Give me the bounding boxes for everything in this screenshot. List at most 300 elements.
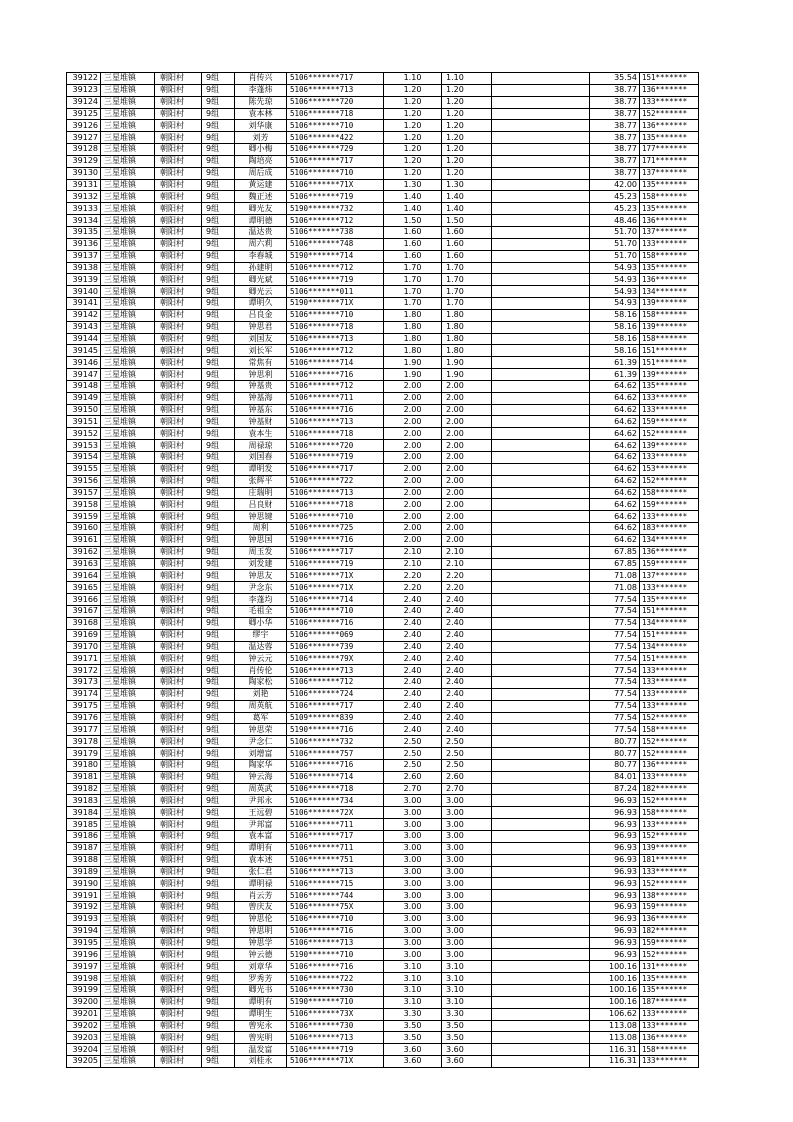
- cell-blank: [492, 854, 590, 866]
- cell-group: 9组: [202, 108, 235, 120]
- cell-serial-no: 39139: [67, 274, 101, 286]
- cell-area-2: 2.40: [442, 677, 492, 689]
- cell-amount: 54.93: [590, 262, 640, 274]
- cell-id-number: 5106*******713: [287, 84, 384, 96]
- cell-id-number: 5106*******713: [287, 866, 384, 878]
- cell-town: 三星堆镇: [101, 688, 155, 700]
- cell-name: 温达贵: [235, 226, 287, 238]
- cell-name: 缪宇: [235, 629, 287, 641]
- cell-phone: 158*******: [640, 807, 699, 819]
- cell-amount: 51.70: [590, 238, 640, 250]
- cell-serial-no: 39183: [67, 795, 101, 807]
- cell-area-1: 2.70: [384, 783, 442, 795]
- cell-serial-no: 39126: [67, 120, 101, 132]
- cell-town: 三星堆镇: [101, 878, 155, 890]
- cell-phone: 181*******: [640, 854, 699, 866]
- cell-area-1: 2.40: [384, 594, 442, 606]
- cell-blank: [492, 392, 590, 404]
- cell-area-1: 3.30: [384, 1008, 442, 1020]
- cell-id-number: 5106*******71X: [287, 582, 384, 594]
- cell-serial-no: 39204: [67, 1044, 101, 1056]
- cell-area-1: 2.50: [384, 736, 442, 748]
- cell-area-2: 2.00: [442, 534, 492, 546]
- table-row: [67, 262, 699, 274]
- cell-area-2: 2.40: [442, 605, 492, 617]
- cell-serial-no: 39203: [67, 1032, 101, 1044]
- cell-id-number: 5106*******738: [287, 226, 384, 238]
- cell-id-number: 5106*******711: [287, 392, 384, 404]
- cell-name: 袁本生: [235, 428, 287, 440]
- cell-name: 周禄琼: [235, 440, 287, 452]
- cell-blank: [492, 215, 590, 227]
- table-row: [67, 617, 699, 629]
- cell-group: 9组: [202, 96, 235, 108]
- cell-name: 钟思友: [235, 570, 287, 582]
- cell-group: 9组: [202, 262, 235, 274]
- cell-village: 朝阳村: [155, 546, 202, 558]
- cell-town: 三星堆镇: [101, 380, 155, 392]
- cell-serial-no: 39165: [67, 582, 101, 594]
- cell-area-1: 1.20: [384, 132, 442, 144]
- cell-serial-no: 39187: [67, 842, 101, 854]
- cell-id-number: 5106*******712: [287, 215, 384, 227]
- cell-area-2: 3.50: [442, 1020, 492, 1032]
- cell-area-1: 1.60: [384, 250, 442, 262]
- cell-area-2: 1.20: [442, 108, 492, 120]
- cell-amount: 64.62: [590, 392, 640, 404]
- cell-group: 9组: [202, 759, 235, 771]
- cell-serial-no: 39190: [67, 878, 101, 890]
- cell-serial-no: 39176: [67, 712, 101, 724]
- cell-group: 9组: [202, 73, 235, 85]
- cell-amount: 96.93: [590, 878, 640, 890]
- cell-amount: 116.31: [590, 1044, 640, 1056]
- cell-group: 9组: [202, 1044, 235, 1056]
- cell-id-number: 5106*******717: [287, 463, 384, 475]
- cell-blank: [492, 1044, 590, 1056]
- cell-blank: [492, 1008, 590, 1020]
- cell-village: 朝阳村: [155, 416, 202, 428]
- cell-amount: 64.62: [590, 440, 640, 452]
- cell-amount: 87.24: [590, 783, 640, 795]
- cell-area-2: 3.00: [442, 890, 492, 902]
- cell-amount: 64.62: [590, 511, 640, 523]
- cell-group: 9组: [202, 665, 235, 677]
- cell-blank: [492, 736, 590, 748]
- cell-amount: 71.08: [590, 570, 640, 582]
- cell-amount: 96.93: [590, 807, 640, 819]
- cell-id-number: 5106*******722: [287, 475, 384, 487]
- cell-serial-no: 39154: [67, 452, 101, 464]
- cell-village: 朝阳村: [155, 724, 202, 736]
- cell-area-1: 2.40: [384, 641, 442, 653]
- cell-id-number: 5106*******720: [287, 96, 384, 108]
- cell-area-1: 3.00: [384, 937, 442, 949]
- cell-phone: 133*******: [640, 1008, 699, 1020]
- cell-town: 三星堆镇: [101, 416, 155, 428]
- cell-serial-no: 39160: [67, 523, 101, 535]
- cell-area-2: 3.10: [442, 984, 492, 996]
- cell-serial-no: 39143: [67, 321, 101, 333]
- cell-area-1: 1.60: [384, 226, 442, 238]
- cell-blank: [492, 771, 590, 783]
- cell-area-1: 3.10: [384, 961, 442, 973]
- cell-village: 朝阳村: [155, 357, 202, 369]
- cell-group: 9组: [202, 913, 235, 925]
- cell-village: 朝阳村: [155, 321, 202, 333]
- table-row: [67, 511, 699, 523]
- table-row: [67, 333, 699, 345]
- cell-phone: 158*******: [640, 333, 699, 345]
- cell-group: 9组: [202, 523, 235, 535]
- cell-name: 曾宪永: [235, 1020, 287, 1032]
- cell-name: 肖传伦: [235, 665, 287, 677]
- table-row: [67, 890, 699, 902]
- cell-serial-no: 39186: [67, 831, 101, 843]
- cell-blank: [492, 463, 590, 475]
- cell-serial-no: 39194: [67, 925, 101, 937]
- table-row: [67, 345, 699, 357]
- cell-area-1: 1.90: [384, 357, 442, 369]
- cell-amount: 77.54: [590, 677, 640, 689]
- cell-id-number: 5106*******734: [287, 795, 384, 807]
- cell-town: 三星堆镇: [101, 641, 155, 653]
- table-row: [67, 570, 699, 582]
- cell-town: 三星堆镇: [101, 132, 155, 144]
- cell-id-number: 5106*******713: [287, 333, 384, 345]
- cell-phone: 135*******: [640, 984, 699, 996]
- cell-group: 9组: [202, 84, 235, 96]
- cell-name: 陶家松: [235, 677, 287, 689]
- cell-village: 朝阳村: [155, 1044, 202, 1056]
- cell-name: 刘增富: [235, 748, 287, 760]
- cell-name: 曾庆友: [235, 902, 287, 914]
- cell-group: 9组: [202, 144, 235, 156]
- cell-area-2: 2.50: [442, 759, 492, 771]
- table-row: [67, 937, 699, 949]
- cell-area-1: 3.00: [384, 902, 442, 914]
- cell-group: 9组: [202, 475, 235, 487]
- cell-area-1: 1.70: [384, 274, 442, 286]
- cell-id-number: 5106*******729: [287, 144, 384, 156]
- cell-serial-no: 39193: [67, 913, 101, 925]
- cell-town: 三星堆镇: [101, 582, 155, 594]
- cell-group: 9组: [202, 179, 235, 191]
- cell-name: 袁本述: [235, 854, 287, 866]
- cell-name: 常焦有: [235, 357, 287, 369]
- cell-area-1: 2.00: [384, 404, 442, 416]
- cell-area-1: 1.80: [384, 321, 442, 333]
- table-row: [67, 748, 699, 760]
- cell-area-2: 3.00: [442, 831, 492, 843]
- cell-area-1: 1.20: [384, 155, 442, 167]
- cell-blank: [492, 641, 590, 653]
- cell-phone: 151*******: [640, 629, 699, 641]
- cell-village: 朝阳村: [155, 226, 202, 238]
- cell-group: 9组: [202, 771, 235, 783]
- cell-area-1: 1.60: [384, 238, 442, 250]
- cell-town: 三星堆镇: [101, 404, 155, 416]
- cell-group: 9组: [202, 831, 235, 843]
- cell-town: 三星堆镇: [101, 605, 155, 617]
- cell-area-1: 3.50: [384, 1020, 442, 1032]
- cell-phone: 187*******: [640, 996, 699, 1008]
- cell-blank: [492, 605, 590, 617]
- cell-group: 9组: [202, 274, 235, 286]
- cell-name: 周英武: [235, 783, 287, 795]
- cell-town: 三星堆镇: [101, 677, 155, 689]
- cell-group: 9组: [202, 155, 235, 167]
- cell-area-2: 2.00: [442, 452, 492, 464]
- cell-group: 9组: [202, 511, 235, 523]
- cell-area-2: 1.70: [442, 298, 492, 310]
- table-row: [67, 487, 699, 499]
- cell-blank: [492, 949, 590, 961]
- table-row: [67, 1044, 699, 1056]
- cell-id-number: 5106*******712: [287, 380, 384, 392]
- cell-id-number: 5106*******719: [287, 452, 384, 464]
- cell-town: 三星堆镇: [101, 961, 155, 973]
- cell-town: 三星堆镇: [101, 1032, 155, 1044]
- table-row: [67, 475, 699, 487]
- cell-town: 三星堆镇: [101, 819, 155, 831]
- cell-group: 9组: [202, 191, 235, 203]
- cell-area-1: 2.00: [384, 416, 442, 428]
- cell-id-number: 5106*******711: [287, 842, 384, 854]
- cell-area-2: 1.90: [442, 357, 492, 369]
- cell-village: 朝阳村: [155, 677, 202, 689]
- cell-village: 朝阳村: [155, 925, 202, 937]
- cell-town: 三星堆镇: [101, 238, 155, 250]
- cell-area-1: 2.00: [384, 487, 442, 499]
- cell-name: 曾宪明: [235, 1032, 287, 1044]
- cell-blank: [492, 925, 590, 937]
- cell-blank: [492, 226, 590, 238]
- cell-village: 朝阳村: [155, 523, 202, 535]
- table-row: [67, 238, 699, 250]
- table-row: [67, 167, 699, 179]
- cell-name: 钟思荣: [235, 724, 287, 736]
- cell-group: 9组: [202, 215, 235, 227]
- cell-group: 9组: [202, 203, 235, 215]
- table-row: [67, 463, 699, 475]
- cell-blank: [492, 842, 590, 854]
- table-row: [67, 380, 699, 392]
- cell-area-1: 1.20: [384, 120, 442, 132]
- cell-blank: [492, 724, 590, 736]
- cell-phone: 133*******: [640, 96, 699, 108]
- cell-name: 钟思君: [235, 321, 287, 333]
- cell-amount: 45.23: [590, 203, 640, 215]
- cell-id-number: 5106*******79X: [287, 653, 384, 665]
- cell-village: 朝阳村: [155, 96, 202, 108]
- cell-village: 朝阳村: [155, 132, 202, 144]
- cell-phone: 139*******: [640, 321, 699, 333]
- cell-group: 9组: [202, 807, 235, 819]
- table-row: [67, 452, 699, 464]
- cell-area-2: 3.00: [442, 819, 492, 831]
- cell-serial-no: 39142: [67, 309, 101, 321]
- cell-amount: 96.93: [590, 925, 640, 937]
- cell-area-1: 1.20: [384, 96, 442, 108]
- cell-name: 钟思键: [235, 511, 287, 523]
- cell-village: 朝阳村: [155, 984, 202, 996]
- cell-village: 朝阳村: [155, 712, 202, 724]
- table-row: [67, 73, 699, 85]
- cell-id-number: 5106*******719: [287, 191, 384, 203]
- cell-group: 9组: [202, 570, 235, 582]
- cell-blank: [492, 487, 590, 499]
- cell-serial-no: 39205: [67, 1056, 101, 1068]
- cell-village: 朝阳村: [155, 759, 202, 771]
- cell-blank: [492, 937, 590, 949]
- cell-phone: 133*******: [640, 1020, 699, 1032]
- cell-name: 魏正述: [235, 191, 287, 203]
- cell-town: 三星堆镇: [101, 203, 155, 215]
- cell-name: 周六莉: [235, 238, 287, 250]
- cell-area-2: 2.00: [442, 463, 492, 475]
- cell-town: 三星堆镇: [101, 96, 155, 108]
- cell-phone: 139*******: [640, 842, 699, 854]
- cell-serial-no: 39122: [67, 73, 101, 85]
- table-row: [67, 949, 699, 961]
- cell-name: 谭明有: [235, 996, 287, 1008]
- cell-area-1: 1.30: [384, 179, 442, 191]
- cell-town: 三星堆镇: [101, 854, 155, 866]
- cell-area-2: 2.00: [442, 511, 492, 523]
- cell-area-1: 3.60: [384, 1044, 442, 1056]
- cell-serial-no: 39158: [67, 499, 101, 511]
- cell-group: 9组: [202, 688, 235, 700]
- table-row: [67, 203, 699, 215]
- cell-serial-no: 39168: [67, 617, 101, 629]
- cell-id-number: 5106*******712: [287, 677, 384, 689]
- cell-village: 朝阳村: [155, 688, 202, 700]
- cell-name: 钟思明: [235, 925, 287, 937]
- cell-id-number: 5106*******744: [287, 890, 384, 902]
- cell-area-2: 3.10: [442, 973, 492, 985]
- cell-group: 9组: [202, 286, 235, 298]
- cell-area-2: 1.10: [442, 73, 492, 85]
- cell-group: 9组: [202, 582, 235, 594]
- cell-area-2: 2.50: [442, 748, 492, 760]
- cell-phone: 133*******: [640, 771, 699, 783]
- cell-village: 朝阳村: [155, 807, 202, 819]
- cell-group: 9组: [202, 404, 235, 416]
- cell-group: 9组: [202, 321, 235, 333]
- cell-serial-no: 39133: [67, 203, 101, 215]
- cell-id-number: 5106*******716: [287, 404, 384, 416]
- cell-name: 李春城: [235, 250, 287, 262]
- cell-amount: 38.77: [590, 155, 640, 167]
- table-row: [67, 1056, 699, 1068]
- cell-serial-no: 39130: [67, 167, 101, 179]
- cell-group: 9组: [202, 629, 235, 641]
- cell-id-number: 5106*******713: [287, 665, 384, 677]
- cell-area-2: 1.30: [442, 179, 492, 191]
- cell-amount: 38.77: [590, 108, 640, 120]
- cell-phone: 133*******: [640, 511, 699, 523]
- cell-amount: 100.16: [590, 961, 640, 973]
- cell-town: 三星堆镇: [101, 309, 155, 321]
- cell-town: 三星堆镇: [101, 487, 155, 499]
- cell-village: 朝阳村: [155, 949, 202, 961]
- table-body: [67, 73, 699, 1068]
- cell-phone: 136*******: [640, 274, 699, 286]
- cell-serial-no: 39149: [67, 392, 101, 404]
- cell-phone: 136*******: [640, 913, 699, 925]
- cell-id-number: 5106*******716: [287, 369, 384, 381]
- cell-amount: 100.16: [590, 973, 640, 985]
- cell-blank: [492, 499, 590, 511]
- cell-phone: 133*******: [640, 700, 699, 712]
- cell-amount: 77.54: [590, 617, 640, 629]
- cell-area-2: 1.80: [442, 333, 492, 345]
- cell-name: 罗秀芳: [235, 973, 287, 985]
- cell-id-number: 5106*******730: [287, 1020, 384, 1032]
- cell-area-1: 2.00: [384, 452, 442, 464]
- cell-area-1: 2.00: [384, 511, 442, 523]
- cell-blank: [492, 534, 590, 546]
- cell-phone: 159*******: [640, 558, 699, 570]
- cell-town: 三星堆镇: [101, 250, 155, 262]
- cell-town: 三星堆镇: [101, 534, 155, 546]
- cell-blank: [492, 748, 590, 760]
- table-row: [67, 925, 699, 937]
- cell-serial-no: 39182: [67, 783, 101, 795]
- cell-amount: 96.93: [590, 866, 640, 878]
- cell-name: 孙建明: [235, 262, 287, 274]
- cell-phone: 152*******: [640, 108, 699, 120]
- cell-amount: 77.54: [590, 688, 640, 700]
- cell-area-1: 1.40: [384, 203, 442, 215]
- table-row: [67, 428, 699, 440]
- cell-serial-no: 39138: [67, 262, 101, 274]
- cell-town: 三星堆镇: [101, 1020, 155, 1032]
- cell-amount: 77.54: [590, 653, 640, 665]
- table-row: [67, 795, 699, 807]
- cell-phone: 135*******: [640, 973, 699, 985]
- cell-amount: 77.54: [590, 665, 640, 677]
- cell-phone: 133*******: [640, 238, 699, 250]
- cell-amount: 61.39: [590, 369, 640, 381]
- cell-town: 三星堆镇: [101, 973, 155, 985]
- cell-id-number: 5106*******712: [287, 345, 384, 357]
- cell-area-2: 1.40: [442, 191, 492, 203]
- cell-area-1: 1.50: [384, 215, 442, 227]
- cell-id-number: 5106*******711: [287, 819, 384, 831]
- table-row: [67, 1032, 699, 1044]
- cell-id-number: 5106*******713: [287, 487, 384, 499]
- table-row: [67, 842, 699, 854]
- cell-area-2: 2.00: [442, 428, 492, 440]
- cell-serial-no: 39201: [67, 1008, 101, 1020]
- cell-village: 朝阳村: [155, 203, 202, 215]
- cell-village: 朝阳村: [155, 665, 202, 677]
- cell-village: 朝阳村: [155, 120, 202, 132]
- cell-group: 9组: [202, 120, 235, 132]
- cell-town: 三星堆镇: [101, 167, 155, 179]
- cell-village: 朝阳村: [155, 404, 202, 416]
- cell-name: 刘国友: [235, 333, 287, 345]
- cell-name: 卿光斌: [235, 274, 287, 286]
- cell-area-2: 2.20: [442, 582, 492, 594]
- cell-group: 9组: [202, 617, 235, 629]
- cell-amount: 96.93: [590, 949, 640, 961]
- cell-id-number: 5106*******719: [287, 1044, 384, 1056]
- cell-town: 三星堆镇: [101, 463, 155, 475]
- cell-area-2: 1.60: [442, 238, 492, 250]
